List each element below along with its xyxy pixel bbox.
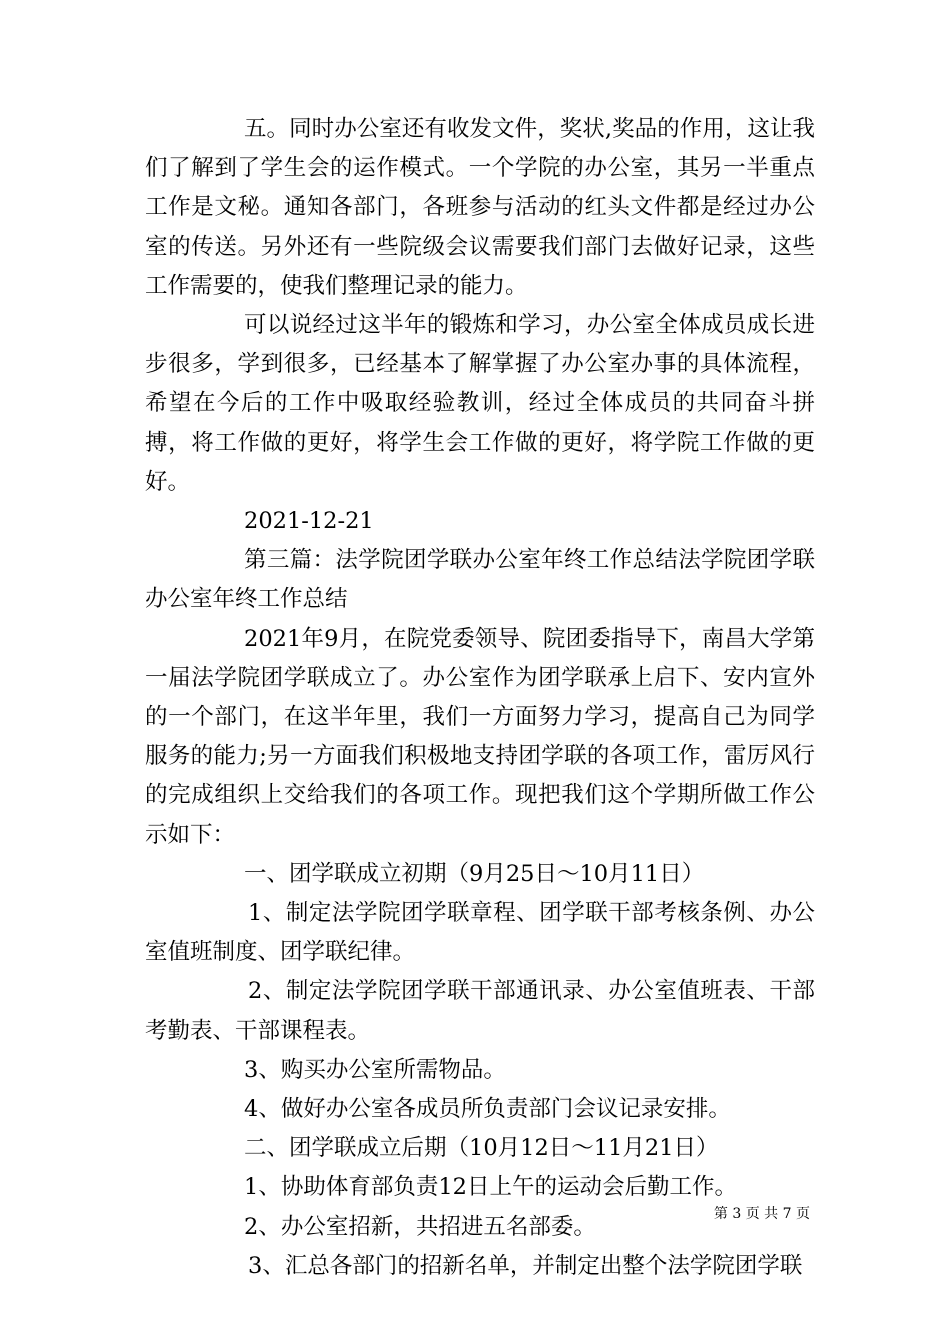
- page-number-footer: 第 3 页 共 7 页: [713, 1206, 810, 1222]
- paragraph-half-year-growth: 可以说经过这半年的锻炼和学习，办公室全体成员成长进步很多，学到很多，已经基本了解掌握了办公室办事的具体流程，希望在今后的工作中吸取经验教训，经过全体成员的共同奋斗拼搏，将工作做的更好，将学生会工作做的更好，将学院工作做的更好。: [145, 312, 815, 495]
- paragraph-office-duties: 五。同时办公室还有收发文件，奖状,奖品的作用，这让我们了解到了学生会的运作模式。一个学院的办公室，其另一半重点工作是文秘。通知各部门，各班参与活动的红头文件都是经过办公室的传送。另外还有一些院级会议需要我们部门去做好记录，这些工作需要的，使我们整理记录的能力。: [145, 116, 815, 299]
- date-line: 2021-12-21: [244, 508, 374, 535]
- list-item-1: 1、制定法学院团学联章程、团学联干部考核条例、办公室值班制度、团学联纪律。: [145, 900, 815, 966]
- document-body: [145, 110, 815, 1286]
- section-title-part-three: 第三篇：法学院团学联办公室年终工作总结法学院团学联办公室年终工作总结: [145, 547, 815, 613]
- list-item-4: 4、做好办公室各成员所负责部门会议记录安排。: [244, 1096, 731, 1123]
- heading-early-stage: 一、团学联成立初期（9月25日～10月11日）: [244, 860, 705, 887]
- paragraph-introduction: 2021年9月，在院党委领导、院团委指导下，南昌大学第一届法学院团学联成立了。办公室作为团学联承上启下、安内宣外的一个部门，在这半年里，我们一方面努力学习，提高自己为同学服务的能力;另一方面我们积极地支持团学联的各项工作，雷厉风行的完成组织上交给我们的各项工作。现把我们这个学期所做工作公示如下：: [145, 625, 815, 848]
- list-item-later-1: 1、协助体育部负责12日上午的运动会后勤工作。: [244, 1174, 737, 1201]
- list-item-later-3: 3、汇总各部门的招新名单，并制定出整个法学院团学联: [248, 1252, 803, 1279]
- heading-later-stage: 二、团学联成立后期（10月12日～11月21日）: [244, 1135, 719, 1162]
- list-item-3: 3、购买办公室所需物品。: [244, 1056, 506, 1083]
- list-item-later-2: 2、办公室招新，共招进五名部委。: [244, 1213, 596, 1240]
- list-item-2: 2、制定法学院团学联干部通讯录、办公室值班表、干部考勤表、干部课程表。: [145, 978, 815, 1044]
